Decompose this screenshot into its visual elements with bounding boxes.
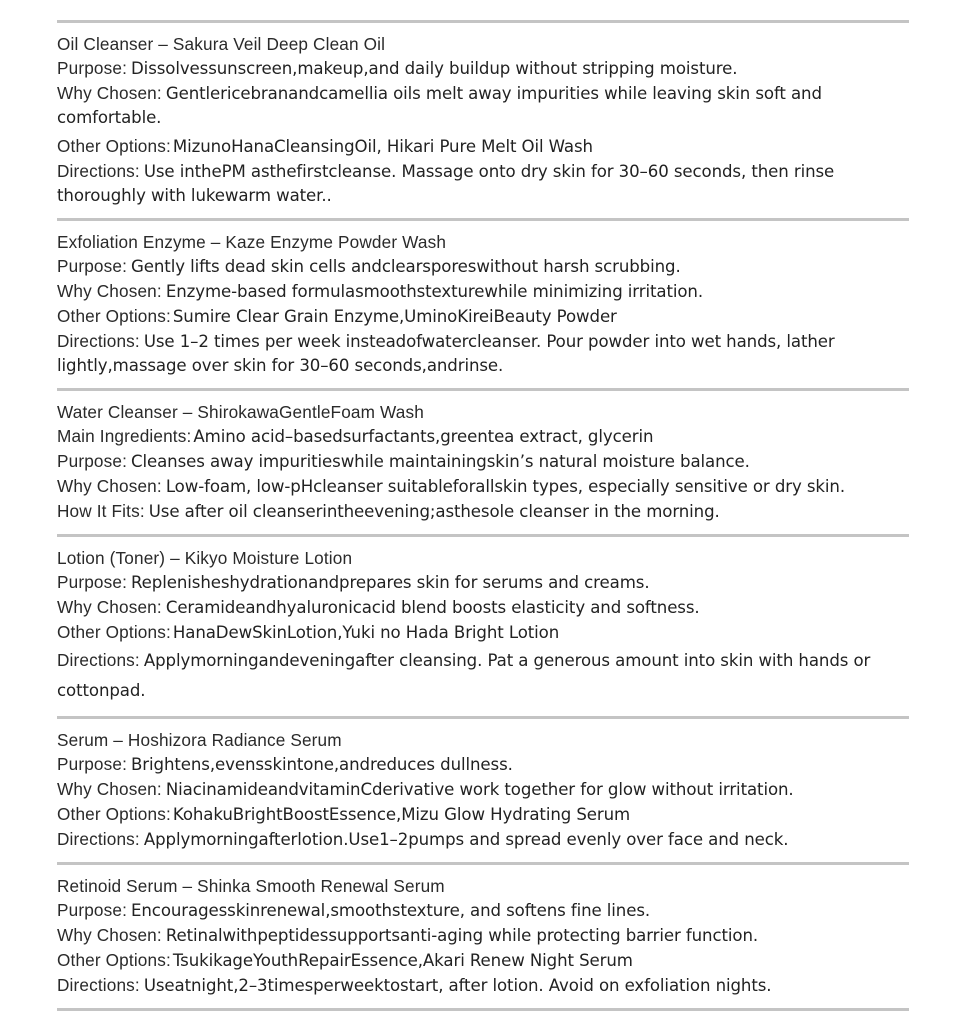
field-label: Other Options: xyxy=(57,136,171,156)
field-label: Other Options: xyxy=(57,306,171,326)
field-row xyxy=(57,254,909,279)
product-entry-retinoid-serum xyxy=(57,865,909,1008)
field-value: Applymorningafterlotion.Use1–2pumps and spread evenly over face and neck. xyxy=(143,830,789,849)
field-row xyxy=(57,474,909,499)
field-row xyxy=(57,279,909,304)
field-label: Directions: xyxy=(57,331,140,351)
product-entry-serum xyxy=(57,719,909,862)
field-label: Other Options: xyxy=(57,622,171,642)
field-label: Why Chosen: xyxy=(57,925,162,945)
product-entry-water-cleanser xyxy=(57,391,909,534)
field-value: Gently lifts dead skin cells andclearsporeswithout harsh scrubbing. xyxy=(131,257,681,276)
field-label: Directions: xyxy=(57,650,140,670)
product-title: Serum – Hoshizora Radiance Serum xyxy=(57,730,342,750)
field-value: Brightens,evensskintone,andreduces dullness. xyxy=(131,755,513,774)
field-row xyxy=(57,923,909,948)
field-row xyxy=(57,134,909,159)
product-title: Retinoid Serum – Shinka Smooth Renewal Serum xyxy=(57,876,445,896)
field-value: Use 1–2 times per week insteadofwatercleanser. Pour powder into wet hands, lather lightly,massage over skin for 30–60 seconds,andrinse. xyxy=(57,332,835,375)
field-row xyxy=(57,948,909,973)
product-entry-lotion xyxy=(57,537,909,716)
field-label: Purpose: xyxy=(57,900,127,920)
field-row xyxy=(57,329,909,378)
field-label: Why Chosen: xyxy=(57,476,162,496)
field-label: Why Chosen: xyxy=(57,597,162,617)
field-value: Amino acid–basedsurfactants,greentea extract, glycerin xyxy=(193,427,654,446)
field-row xyxy=(57,304,909,329)
field-label: Purpose: xyxy=(57,451,127,471)
field-label: Purpose: xyxy=(57,572,127,592)
field-value: Cleanses away impuritieswhile maintainingskin’s natural moisture balance. xyxy=(131,452,750,471)
field-value: Use after oil cleanserintheevening;asthesole cleanser in the morning. xyxy=(148,502,720,521)
product-title: Lotion (Toner) – Kikyo Moisture Lotion xyxy=(57,548,353,568)
field-row xyxy=(57,752,909,777)
field-label: Purpose: xyxy=(57,256,127,276)
field-value: HanaDewSkinLotion,Yuki no Hada Bright Lotion xyxy=(172,623,560,642)
field-value: KohakuBrightBoostEssence,Mizu Glow Hydrating Serum xyxy=(172,805,631,824)
field-row xyxy=(57,81,909,130)
field-label: Other Options: xyxy=(57,804,171,824)
field-row xyxy=(57,802,909,827)
product-title: Exfoliation Enzyme – Kaze Enzyme Powder Wash xyxy=(57,232,447,252)
field-value: Applymorningandeveningafter cleansing. Pat a generous amount into skin with hands or cottonpad. xyxy=(57,651,871,700)
field-label: Why Chosen: xyxy=(57,779,162,799)
product-entry-exfoliation-enzyme xyxy=(57,221,909,388)
field-label: Purpose: xyxy=(57,754,127,774)
field-label: How It Fits: xyxy=(57,501,145,521)
field-value: Low-foam, low-pHcleanser suitableforallskin types, especially sensitive or dry skin. xyxy=(165,477,846,496)
field-value: Ceramideandhyaluronicacid blend boosts elasticity and softness. xyxy=(165,598,700,617)
product-title: Water Cleanser – ShirokawaGentleFoam Wash xyxy=(57,402,424,422)
field-value: Encouragesskinrenewal,smoothstexture, and softens fine lines. xyxy=(131,901,651,920)
field-label: Directions: xyxy=(57,975,140,995)
field-value: Use inthePM asthefirstcleanse. Massage onto dry skin for 30–60 seconds, then rinse thoroughly with lukewarm water.. xyxy=(57,162,835,205)
field-label: Why Chosen: xyxy=(57,281,162,301)
field-value: Gentlericebranandcamellia oils melt away impurities while leaving skin soft and comfortable. xyxy=(57,84,822,127)
product-entry-oil-cleanser xyxy=(57,23,909,218)
field-value: Replenisheshydrationandprepares skin for serums and creams. xyxy=(131,573,650,592)
field-row xyxy=(57,645,909,706)
field-value: Useatnight,2–3timesperweektostart, after lotion. Avoid on exfoliation nights. xyxy=(143,976,772,995)
field-value: Enzyme-based formulasmoothstexturewhile minimizing irritation. xyxy=(165,282,704,301)
product-title: Oil Cleanser – Sakura Veil Deep Clean Oil xyxy=(57,34,386,54)
field-label: Other Options: xyxy=(57,950,171,970)
field-row xyxy=(57,159,909,208)
field-row xyxy=(57,570,909,595)
field-label: Directions: xyxy=(57,829,140,849)
field-row xyxy=(57,424,909,449)
field-row xyxy=(57,499,909,524)
field-value: MizunoHanaCleansingOil, Hikari Pure Melt Oil Wash xyxy=(172,137,593,156)
field-row xyxy=(57,56,909,81)
field-value: Dissolvessunscreen,makeup,and daily buildup without stripping moisture. xyxy=(131,59,738,78)
field-row xyxy=(57,898,909,923)
field-value: Sumire Clear Grain Enzyme,UminoKireiBeauty Powder xyxy=(172,307,617,326)
field-row xyxy=(57,620,909,645)
field-value: Retinalwithpeptidessupportsanti-aging while protecting barrier function. xyxy=(165,926,759,945)
field-label: Directions: xyxy=(57,161,140,181)
field-label: Why Chosen: xyxy=(57,83,162,103)
field-label: Main Ingredients: xyxy=(57,426,192,446)
field-row xyxy=(57,827,909,852)
field-value: TsukikageYouthRepairEssence,Akari Renew Night Serum xyxy=(172,951,633,970)
field-label: Purpose: xyxy=(57,58,127,78)
product-list xyxy=(57,20,909,1011)
field-row xyxy=(57,777,909,802)
field-row xyxy=(57,595,909,620)
field-value: NiacinamideandvitaminCderivative work together for glow without irritation. xyxy=(165,780,794,799)
field-row xyxy=(57,973,909,998)
field-row xyxy=(57,449,909,474)
